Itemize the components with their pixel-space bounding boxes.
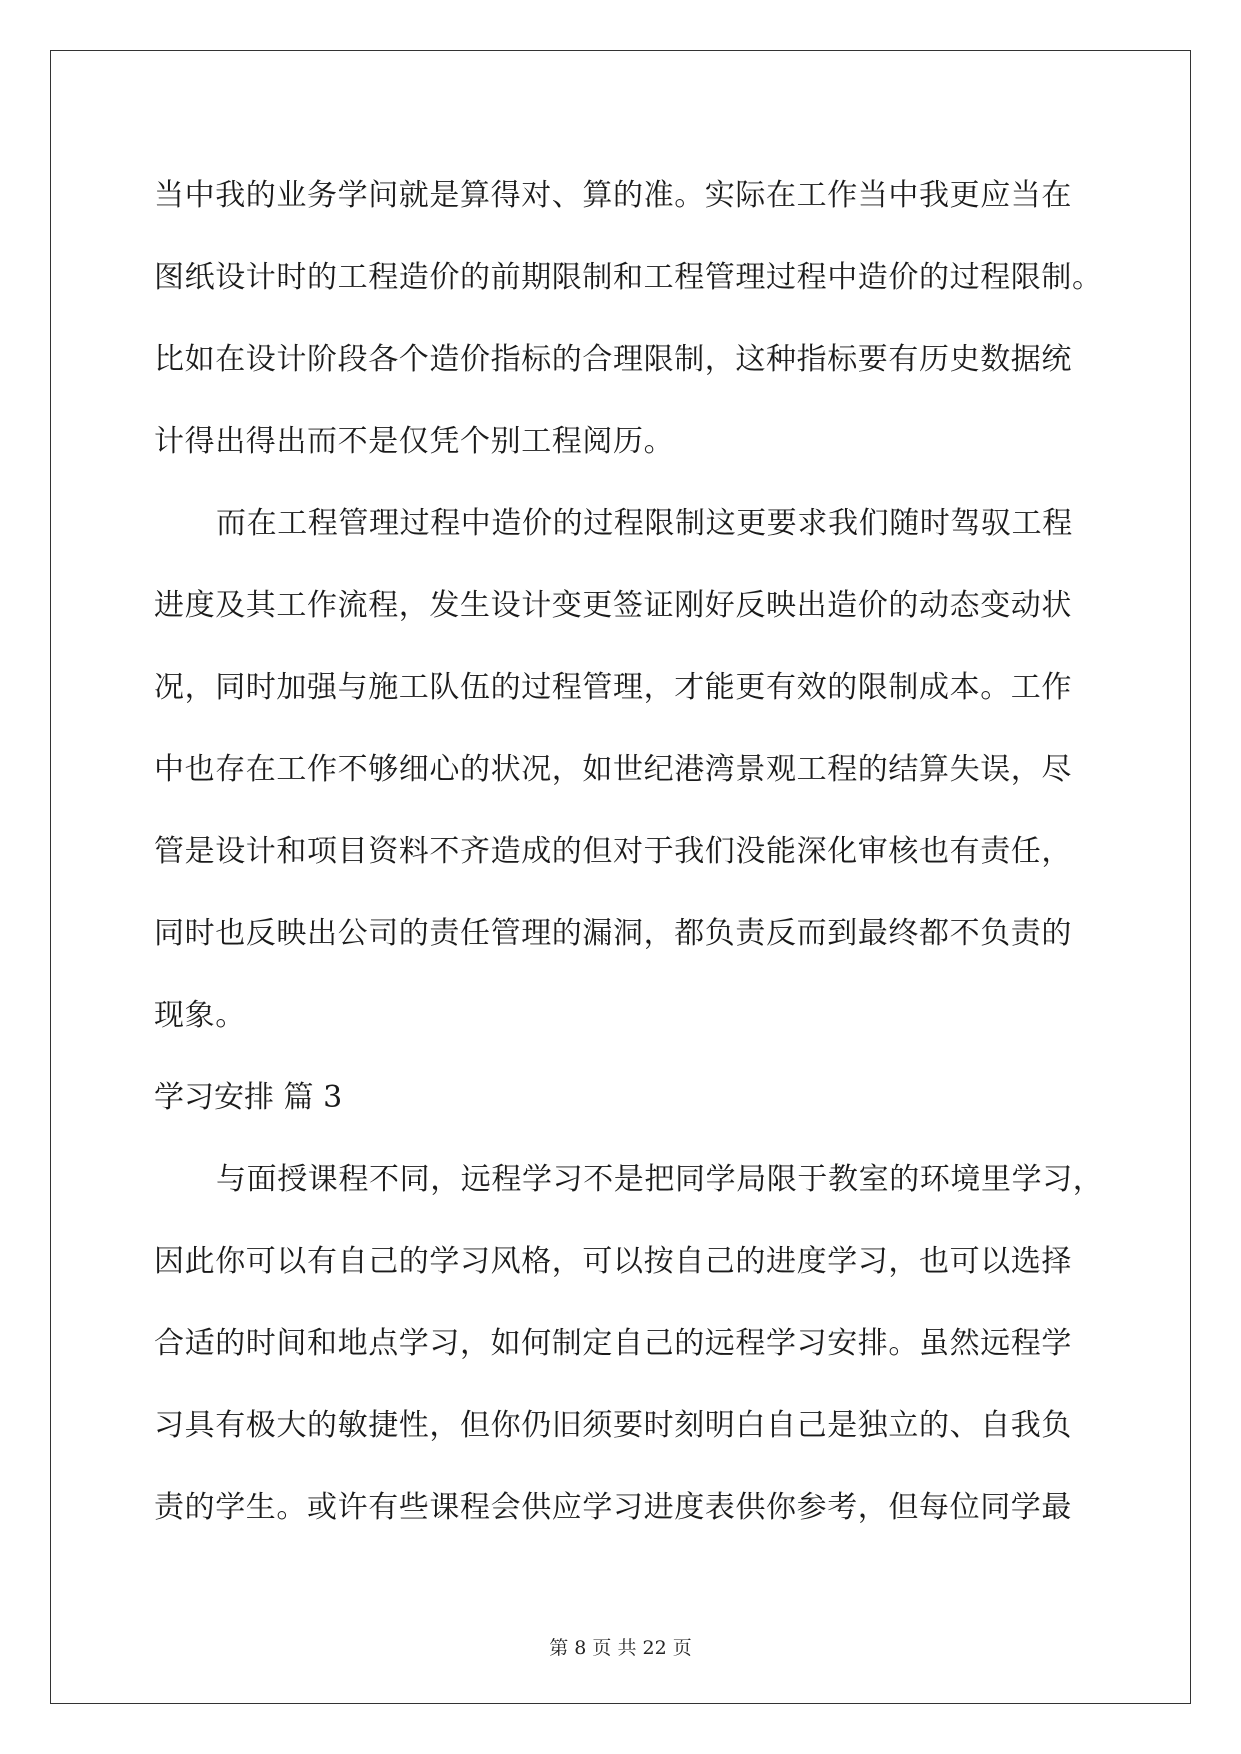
text-line: 而在工程管理过程中造价的过程限制这更要求我们随时驾驭工程	[216, 506, 1073, 541]
text-line: 当中我的业务学问就是算得对、算的准。实际在工作当中我更应当在	[154, 178, 1072, 213]
text-line: 习具有极大的敏捷性，但你仍旧须要时刻明白自己是独立的、自我负	[154, 1408, 1072, 1443]
text-line: 同时也反映出公司的责任管理的漏洞，都负责反而到最终都不负责的	[154, 916, 1072, 951]
paragraph-3	[154, 1139, 1104, 1549]
text-line: 比如在设计阶段各个造价指标的合理限制，这种指标要有历史数据统	[154, 342, 1072, 377]
section-heading: 学习安排 篇 3	[154, 1080, 343, 1115]
text-line: 合适的时间和地点学习，如何制定自己的远程学习安排。虽然远程学	[154, 1326, 1072, 1361]
text-line: 与面授课程不同，远程学习不是把同学局限于教室的环境里学习，	[216, 1162, 1104, 1197]
text-line: 图纸设计时的工程造价的前期限制和工程管理过程中造价的过程限制。	[154, 260, 1103, 295]
page-number-footer: 第 8 页 共 22 页	[549, 1637, 692, 1659]
text-line: 因此你可以有自己的学习风格，可以按自己的进度学习，也可以选择	[154, 1244, 1072, 1279]
text-line: 况，同时加强与施工队伍的过程管理，才能更有效的限制成本。工作	[154, 670, 1072, 705]
text-line: 责的学生。或许有些课程会供应学习进度表供你参考，但每位同学最	[154, 1490, 1072, 1525]
paragraph-1	[154, 155, 1103, 483]
text-line: 计得出得出而不是仅凭个别工程阅历。	[154, 424, 675, 459]
text-line: 管是设计和项目资料不齐造成的但对于我们没能深化审核也有责任，	[154, 834, 1072, 869]
text-line: 中也存在工作不够细心的状况，如世纪港湾景观工程的结算失误，尽	[154, 752, 1072, 787]
text-line: 进度及其工作流程，发生设计变更签证刚好反映出造价的动态变动状	[154, 588, 1072, 623]
paragraph-2	[154, 483, 1094, 1057]
text-line: 现象。	[154, 998, 246, 1033]
document-body	[154, 155, 1104, 1549]
